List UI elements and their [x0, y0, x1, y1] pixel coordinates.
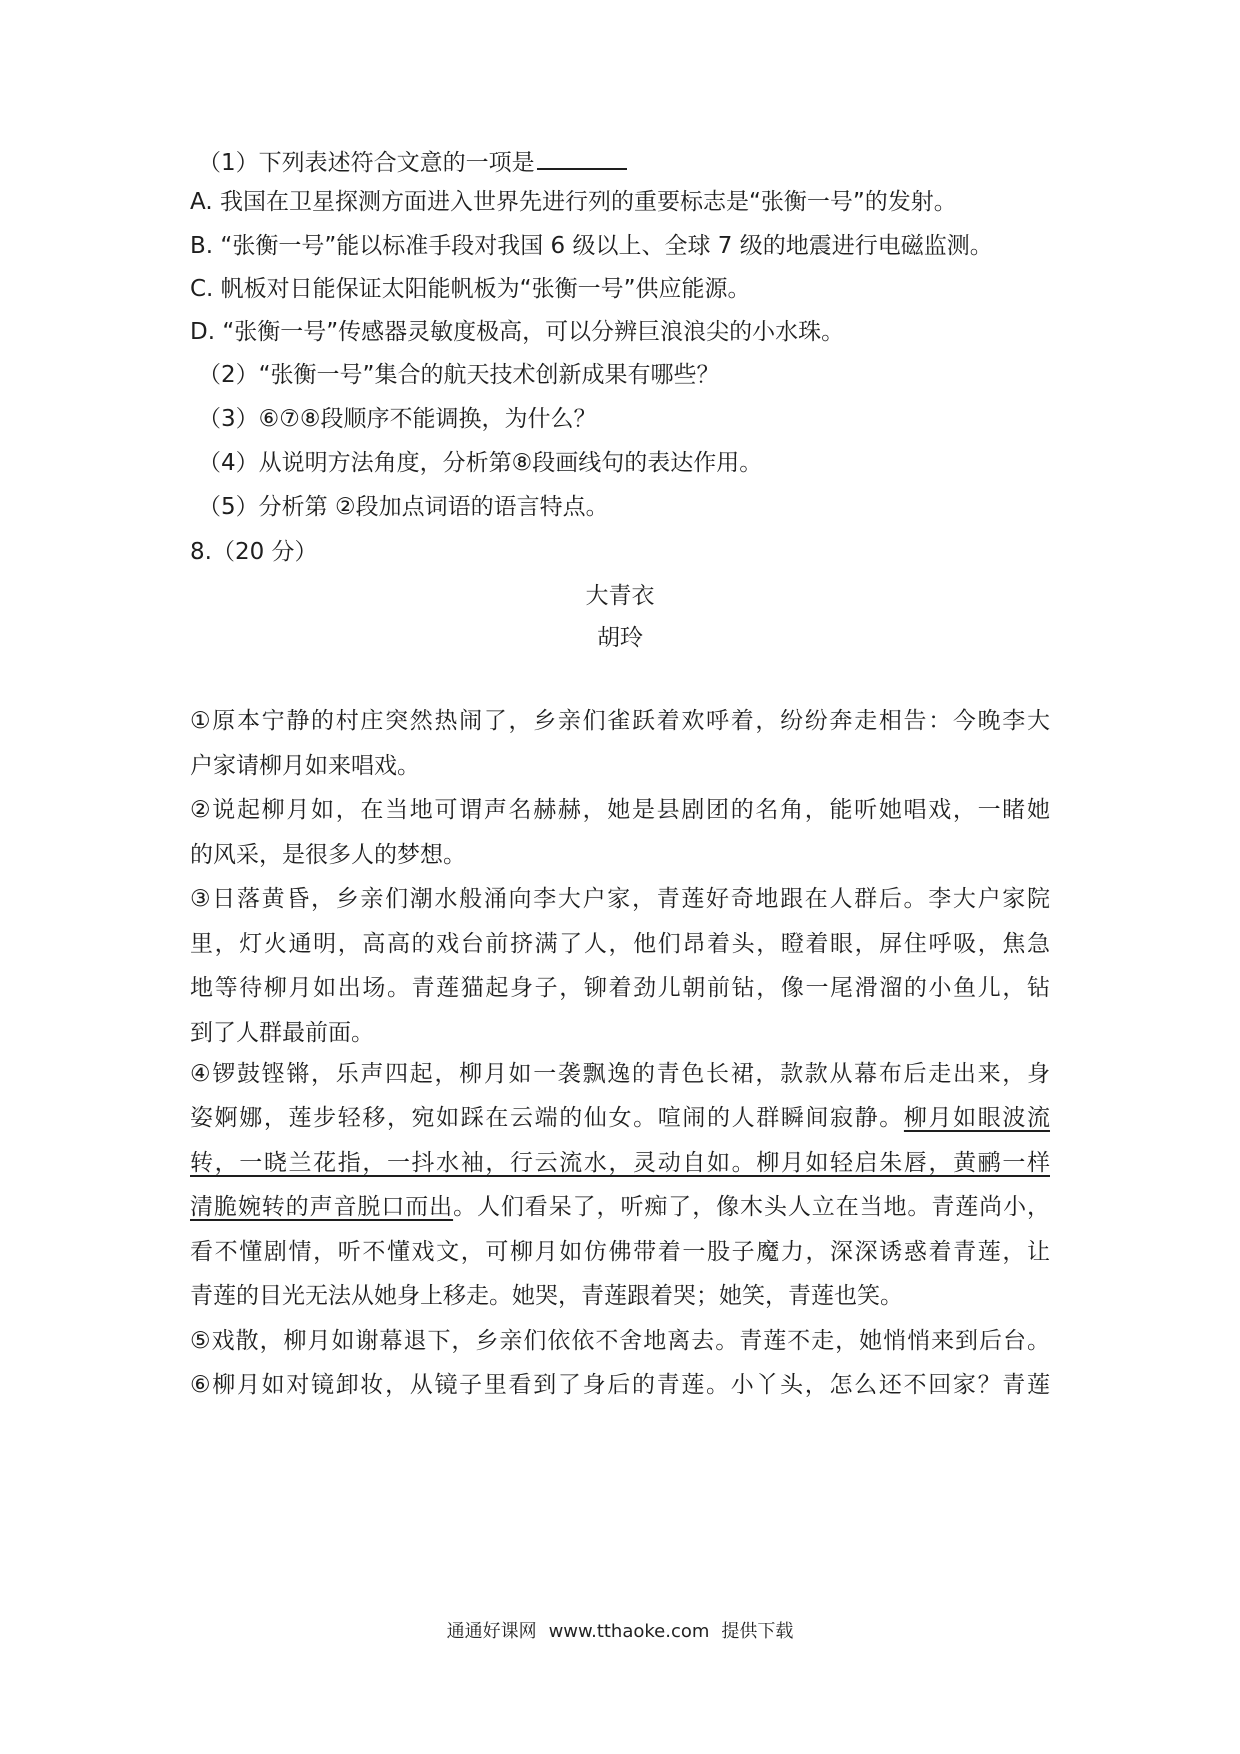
- page-footer: [0, 1620, 1240, 1644]
- underlined-sentence-middle: 转，一晓兰花指，一抖水袖，行云流水，灵动自如。柳月如轻启朱唇，黄鹂一样: [190, 1150, 1050, 1176]
- paragraph-2-line-2: 的风采，是很多人的梦想。: [190, 842, 466, 868]
- question-1: [198, 144, 627, 179]
- question-5: （5）分析第 ②段加点词语的语言特点。: [198, 494, 609, 520]
- question-3: （3）⑥⑦⑧段顺序不能调换，为什么？: [198, 406, 597, 432]
- question-1-text: （1）下列表述符合文意的一项是: [198, 150, 535, 176]
- paragraph-4-line-4: [190, 1191, 1050, 1223]
- question-8-heading: 8.（20 分）: [190, 539, 318, 565]
- option-c: C. 帆板对日能保证太阳能帆板为“张衡一号”供应能源。: [190, 276, 751, 302]
- paragraph-4-line-6: 青莲的目光无法从她身上移走。她哭，青莲跟着哭；她笑，青莲也笑。: [190, 1283, 903, 1309]
- paragraph-1-line-2: 户家请柳月如来唱戏。: [190, 753, 420, 779]
- underlined-sentence-end: 清脆婉转的声音脱口而出: [190, 1194, 454, 1220]
- question-4: （4）从说明方法角度，分析第⑧段画线句的表达作用。: [198, 450, 763, 476]
- paragraph-2-line-1: ②说起柳月如，在当地可谓声名赫赫，她是县剧团的名角，能听她唱戏，一睹她: [190, 797, 1050, 823]
- option-d: D. “张衡一号”传感器灵敏度极高，可以分辨巨浪浪尖的小水珠。: [190, 319, 845, 345]
- paragraph-5-line-1: ⑤戏散，柳月如谢幕退下，乡亲们依依不舍地离去。青莲不走，她悄悄来到后台。: [190, 1328, 1050, 1354]
- paragraph-1-line-1: ①原本宁静的村庄突然热闹了，乡亲们雀跃着欢呼着，纷纷奔走相告：今晚李大: [190, 708, 1050, 734]
- option-b: B. “张衡一号”能以标准手段对我国 6 级以上、全球 7 级的地震进行电磁监测。: [190, 233, 993, 259]
- paragraph-4-line-2: [190, 1102, 1050, 1134]
- footer-suffix: 提供下载: [721, 1621, 794, 1642]
- option-a: A. 我国在卫星探测方面进入世界先进行列的重要标志是“张衡一号”的发射。: [190, 189, 957, 215]
- paragraph-3-line-4: 到了人群最前面。: [190, 1020, 374, 1046]
- question-2: （2）“张衡一号”集合的航天技术创新成果有哪些？: [198, 362, 720, 388]
- footer-url: www.tthaoke.com: [548, 1621, 710, 1642]
- paragraph-4-line-4-plain: 。人们看呆了，听痴了，像木头人立在当地。青莲尚小，: [453, 1194, 1051, 1220]
- paragraph-4-line-1: ④锣鼓铿锵，乐声四起，柳月如一袭飘逸的青色长裙，款款从幕布后走出来，身: [190, 1061, 1050, 1087]
- underlined-sentence-start: 柳月如眼波流: [903, 1105, 1051, 1131]
- paragraph-4-line-2-plain: 姿婀娜，莲步轻移，宛如踩在云端的仙女。喧闹的人群瞬间寂静。: [190, 1105, 904, 1131]
- story-title: 大青衣: [585, 583, 655, 609]
- footer-site-name: 通通好课网: [446, 1621, 537, 1642]
- paragraph-4-line-5: 看不懂剧情，听不懂戏文，可柳月如仿佛带着一股子魔力，深深诱惑着青莲，让: [190, 1239, 1050, 1265]
- paragraph-6-line-1: ⑥柳月如对镜卸妆，从镜子里看到了身后的青莲。小丫头，怎么还不回家？青莲: [190, 1372, 1050, 1398]
- answer-blank: [537, 144, 627, 170]
- story-author: 胡玲: [597, 625, 643, 651]
- paragraph-3-line-1: ③日落黄昏，乡亲们潮水般涌向李大户家，青莲好奇地跟在人群后。李大户家院: [190, 886, 1050, 912]
- paragraph-4-line-3: [190, 1147, 1050, 1179]
- paragraph-3-line-2: 里，灯火通明，高高的戏台前挤满了人，他们昂着头，瞪着眼，屏住呼吸，焦急: [190, 931, 1050, 957]
- paragraph-3-line-3: 地等待柳月如出场。青莲猫起身子，铆着劲儿朝前钻，像一尾滑溜的小鱼儿，钻: [190, 975, 1050, 1001]
